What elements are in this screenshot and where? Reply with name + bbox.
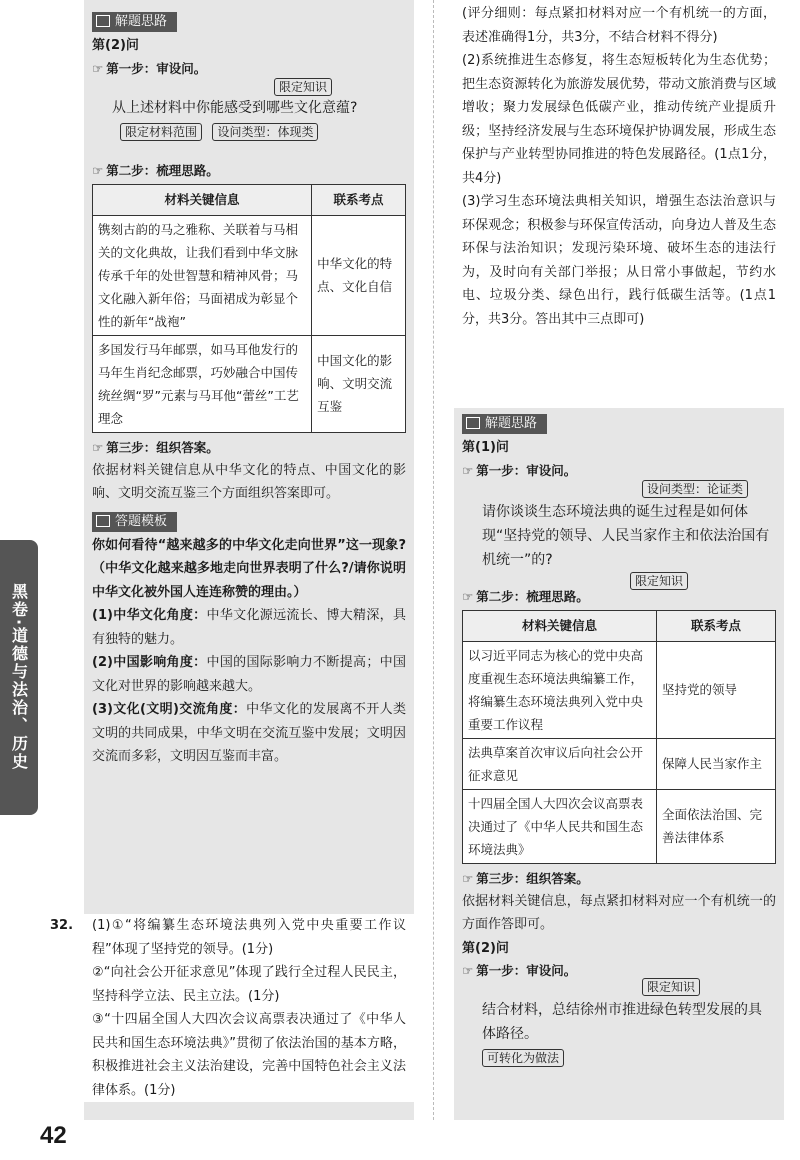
page-number: 42	[40, 1122, 67, 1149]
step3: ☞ 第三步：组织答案。	[462, 870, 589, 886]
question-text: 从上述材料中你能感受到哪些文化意蕴?	[112, 99, 358, 116]
step1b: ☞ 第一步：审设问。	[462, 963, 577, 978]
column-divider	[433, 0, 434, 1120]
answer-3: (3)学习生态环境法典相关知识，增强生态法治意识与环保观念；积极参与环保宣传活动，向身边人普及生态环保与法治知识；发现污染环境、破坏生态的违法行为，及时向有关部门举报；从日常小事做起，节约水电、垃圾分类、绿色出行，践行低碳生活等。(1点1分，共3分。答出其中三点即可)	[462, 194, 776, 327]
box-question-type: 设问类型：论证类	[642, 480, 748, 498]
scoring-note: (评分细则：每点紧扣材料对应一个有机统一的方面，表述准确得1分，共3分，不结合材料不得分)	[462, 6, 776, 45]
hand-icon: ☞	[92, 60, 104, 76]
question-text: 请你谈谈生态环境法典的诞生过程是如何体现“坚持党的领导、人民当家作主和依法治国有机统一”的?	[482, 503, 770, 568]
hand-icon: ☞	[462, 462, 474, 478]
step1: ☞ 第一步：审设问。	[92, 60, 207, 76]
hand-icon: ☞	[92, 162, 104, 178]
question-number: 32.	[50, 918, 74, 933]
template-point-2: (2)中国影响角度：中国的国际影响力不断提高；中国文化对世界的影响越来越大。	[92, 655, 406, 694]
solution-panel	[454, 408, 784, 1120]
answer-2: (2)系统推进生态修复，将生态短板转化为生态优势；把生态资源转化为旅游发展优势，带动文旅消费与区域增收；聚力发展绿色低碳产业，推动传统产业提质升级；坚持经济发展与生态环境保护协调发展，形成生态保护与产业转型协同推进的特色发展路径。(1点1分，共4分)	[462, 53, 776, 186]
book-icon	[96, 515, 110, 527]
table-header: 联系考点	[312, 184, 406, 215]
template-question: 你如何看待“越来越多的中华文化走向世界”这一现象?（中华文化越来越多地走向世界表明了什么?/请你说明中华文化被外国人连连称赞的理由。）	[92, 537, 406, 600]
box-convert-to-method: 可转化为做法	[482, 1049, 564, 1067]
table-row: 镌刻古韵的马之雅称、关联着与马相关的文化典故，让我们看到中华文脉传承千年的处世智慧和精神风骨；马文化融入新年俗；马面裙成为彰显个性的新年“战袍” 中华文化的特点、文化自信	[93, 215, 406, 335]
analysis-table	[462, 610, 776, 864]
q2-title: 第(2)问	[92, 38, 139, 53]
pencil-icon	[466, 417, 480, 429]
template-tag: 答题模板	[92, 512, 177, 532]
analysis-table	[92, 184, 406, 433]
table-row: 多国发行马年邮票，如马耳他发行的马年生肖纪念邮票，巧妙融合中国传统丝绸“罗”元素与马耳他“蕾丝”工艺理念 中国文化的影响、文明交流互鉴	[93, 335, 406, 432]
right-column	[454, 0, 784, 1120]
side-tab: 黑卷·道德与法治、历史	[0, 540, 38, 815]
template-point-1: (1)中华文化角度：中华文化源远流长、博大精深，具有独特的魅力。	[92, 608, 406, 647]
answer-32-3: ③“十四届全国人大四次会议高票表决通过了《中华人民共和国生态环境法典》”贯彻了依法治国的基本方略，积极推进社会主义法治建设，完善中国特色社会主义法律体系。(1分)	[92, 1012, 406, 1098]
hand-icon: ☞	[92, 439, 104, 455]
question-box	[462, 482, 776, 586]
solution-tag: 解题思路	[92, 12, 177, 32]
step2: ☞ 第二步：梳理思路。	[462, 588, 589, 604]
box-limited-knowledge: 限定知识	[274, 78, 332, 96]
box-material-scope: 限定材料范围	[120, 123, 202, 141]
hand-icon: ☞	[462, 870, 474, 886]
table-header: 材料关键信息	[463, 610, 657, 641]
answer-note: 依据材料关键信息，每点紧扣材料对应一个有机统一的方面作答即可。	[462, 893, 776, 932]
pencil-icon	[96, 15, 110, 27]
table-row: 以习近平同志为核心的党中央高度重视生态环境法典编纂工作，将编纂生态环境法典列入党中央重要工作议程 坚持党的领导	[463, 641, 776, 738]
box-question-type: 设问类型：体现类	[212, 123, 318, 141]
question-box	[92, 80, 406, 160]
step1: ☞ 第一步：审设问。	[462, 462, 577, 478]
q1-title: 第(1)问	[462, 440, 509, 455]
solution-tag: 解题思路	[462, 414, 547, 434]
table-row: 十四届全国人大四次会议高票表决通过了《中华人民共和国生态环境法典》 全面依法治国、完善法律体系	[463, 789, 776, 863]
q2-title: 第(2)问	[462, 940, 509, 956]
answer-note: 依据材料关键信息从中华文化的特点、中国文化的影响、文明交流互鉴三个方面组织答案即可。	[92, 462, 406, 501]
template-point-3: (3)文化(文明)交流角度：中华文化的发展离不开人类文明的共同成果，中华文明在交流互鉴中发展；文明因交流而多彩，文明因互鉴而丰富。	[92, 702, 406, 764]
hand-icon: ☞	[462, 588, 474, 604]
question-box-2	[462, 982, 776, 1078]
hand-icon: ☞	[462, 963, 474, 978]
step3: ☞ 第三步：组织答案。	[92, 439, 219, 455]
answer-32-1: (1)①“将编纂生态环境法典列入党中央重要工作议程”体现了坚持党的领导。(1分)	[92, 918, 406, 957]
table-header: 联系考点	[657, 610, 776, 641]
answer-32-2: ②“向社会公开征求意见”体现了践行全过程人民民主，坚持科学立法、民主立法。(1分)	[92, 965, 406, 1004]
table-row: 法典草案首次审议后向社会公开征求意见 保障人民当家作主	[463, 738, 776, 789]
table-header: 材料关键信息	[93, 184, 312, 215]
box-limited-knowledge: 限定知识	[630, 572, 688, 590]
question-text: 结合材料，总结徐州市推进绿色转型发展的具体路径。	[482, 1002, 762, 1042]
step2: ☞ 第二步：梳理思路。	[92, 162, 219, 178]
answer-32	[84, 914, 414, 1102]
box-limited-knowledge: 限定知识	[642, 978, 700, 996]
